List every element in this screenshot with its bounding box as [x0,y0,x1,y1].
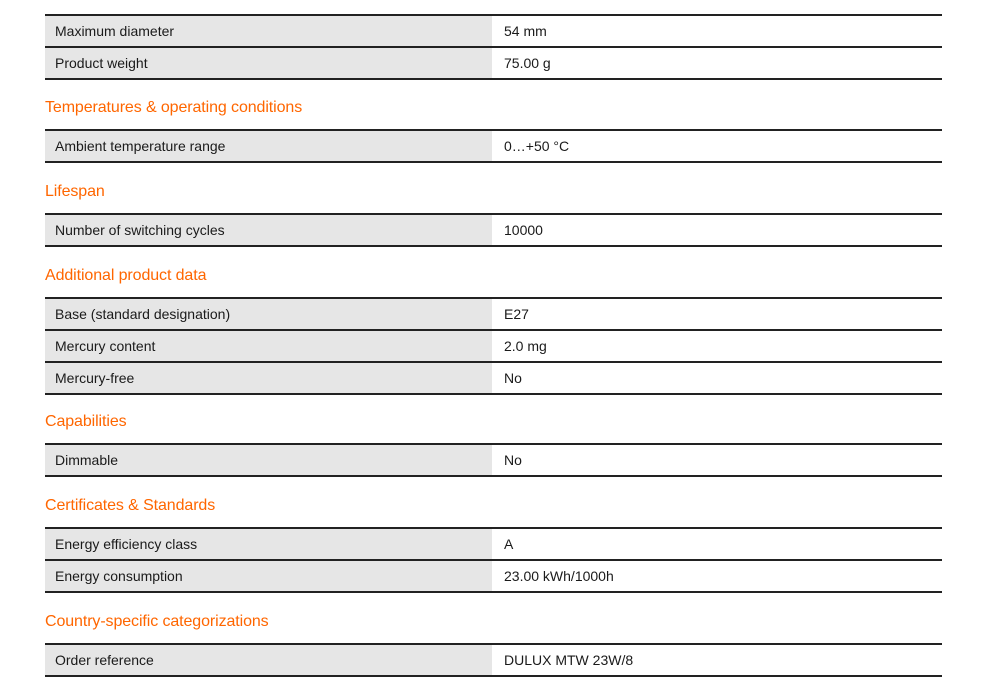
spec-row [45,331,942,363]
spec-label: Mercury content [45,331,494,361]
spec-value: No [494,363,942,393]
spec-row [45,445,942,477]
spec-table [45,527,942,593]
section-heading: Certificates & Standards [45,497,216,514]
spec-table [45,213,942,247]
spec-row [45,131,942,163]
spec-value: 2.0 mg [494,331,942,361]
spec-value: 10000 [494,215,942,245]
section-temperatures [45,93,942,163]
spec-table [45,643,942,677]
spec-label: Mercury-free [45,363,494,393]
spec-label: Order reference [45,645,494,675]
spec-value: 0…+50 °C [494,131,942,161]
spec-row [45,16,942,48]
spec-table [45,443,942,477]
spec-value: 23.00 kWh/1000h [494,561,942,591]
spec-value: DULUX MTW 23W/8 [494,645,942,675]
spec-label: Ambient temperature range [45,131,494,161]
spec-row [45,363,942,395]
section-additional-product-data [45,261,942,395]
spec-table-dimensions [45,14,942,80]
spec-row [45,48,942,80]
spec-label: Energy efficiency class [45,529,494,559]
spec-table [45,297,942,395]
section-heading: Country-specific categorizations [45,613,269,630]
spec-row [45,529,942,561]
section-country-specific [45,607,942,677]
spec-label: Product weight [45,48,494,78]
spec-value: 54 mm [494,16,942,46]
spec-label: Energy consumption [45,561,494,591]
section-lifespan [45,177,942,247]
spec-label: Base (standard designation) [45,299,494,329]
spec-label: Maximum diameter [45,16,494,46]
section-capabilities [45,407,942,477]
section-certificates-standards [45,491,942,593]
section-heading: Additional product data [45,267,207,284]
spec-row [45,645,942,677]
spec-value: E27 [494,299,942,329]
section-heading: Lifespan [45,183,105,200]
spec-value: No [494,445,942,475]
spec-label: Number of switching cycles [45,215,494,245]
spec-row [45,561,942,593]
spec-value: A [494,529,942,559]
spec-row [45,215,942,247]
spec-table [45,129,942,163]
spec-value: 75.00 g [494,48,942,78]
section-heading: Temperatures & operating conditions [45,99,303,116]
spec-row [45,299,942,331]
section-heading: Capabilities [45,413,127,430]
spec-label: Dimmable [45,445,494,475]
